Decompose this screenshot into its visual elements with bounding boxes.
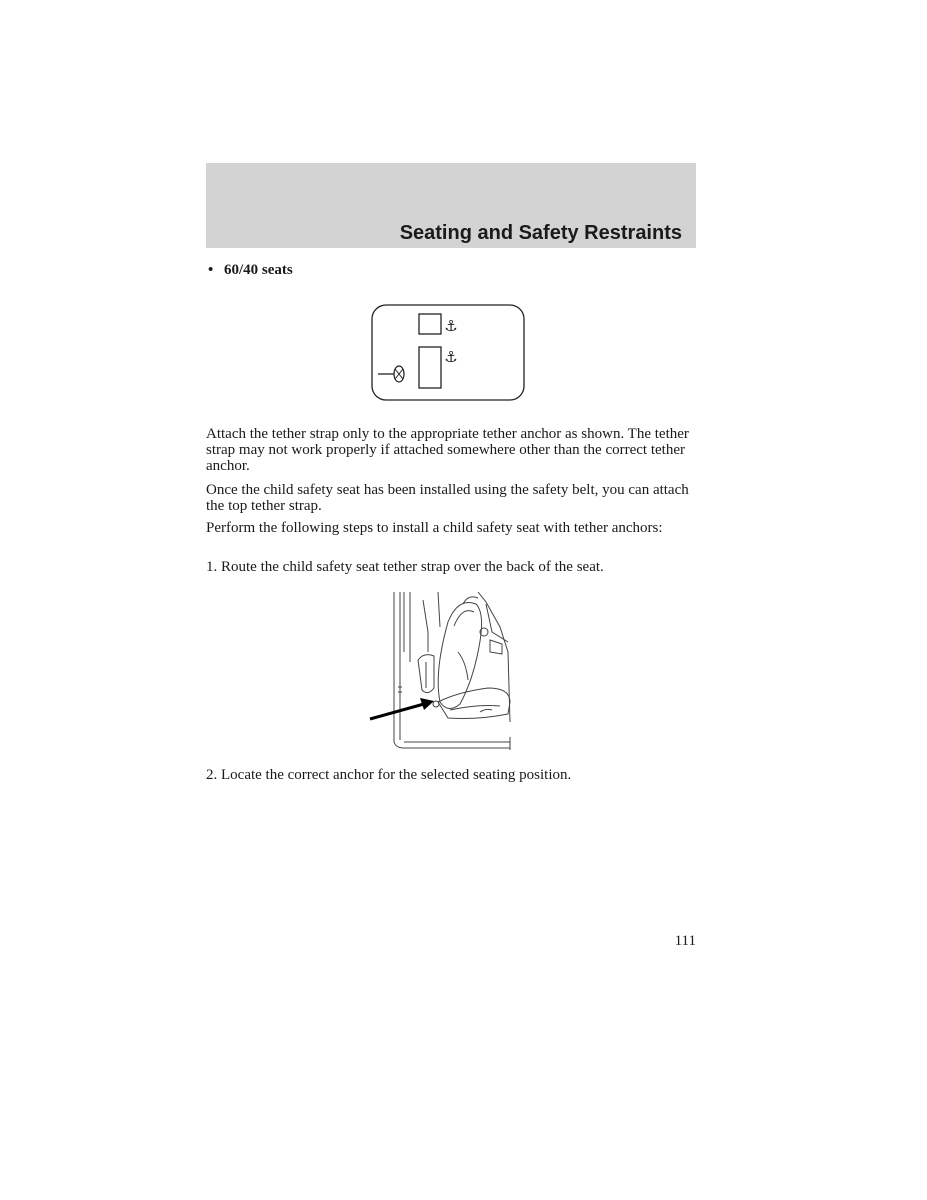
steering-wheel-icon	[378, 366, 404, 382]
right-seat-40	[419, 314, 441, 334]
vehicle-interior-drawing	[394, 592, 510, 750]
bullet-label: 60/40 seats	[224, 262, 293, 278]
left-seat-60	[419, 347, 441, 388]
paragraph-tether-attach: Attach the tether strap only to the appropriate tether anchor as shown. The tether strap may not work properly if attached somewhere other than the correct tether anchor.	[206, 426, 689, 474]
anchor-icon: ⚓	[444, 317, 458, 335]
page-number: 111	[674, 933, 696, 949]
section-title: Seating and Safety Restraints	[399, 222, 682, 244]
section-header-band	[206, 163, 696, 248]
seat-tether-illustration	[368, 592, 514, 754]
paragraph-steps-intro: Perform the following steps to install a child safety seat with tether anchors:	[206, 520, 663, 536]
tether-anchor-diagram	[370, 303, 528, 403]
step-2-text: 2. Locate the correct anchor for the selected seating position.	[206, 767, 572, 783]
step-1-text: 1. Route the child safety seat tether strap over the back of the seat.	[206, 559, 604, 575]
paragraph-top-tether: Once the child safety seat has been installed using the safety belt, you can attach the top tether strap.	[206, 482, 689, 514]
bullet-marker: •	[208, 262, 214, 278]
anchor-icon: ⚓	[444, 348, 458, 366]
pointer-arrow	[370, 698, 434, 719]
seat-type-bullet	[208, 262, 293, 279]
